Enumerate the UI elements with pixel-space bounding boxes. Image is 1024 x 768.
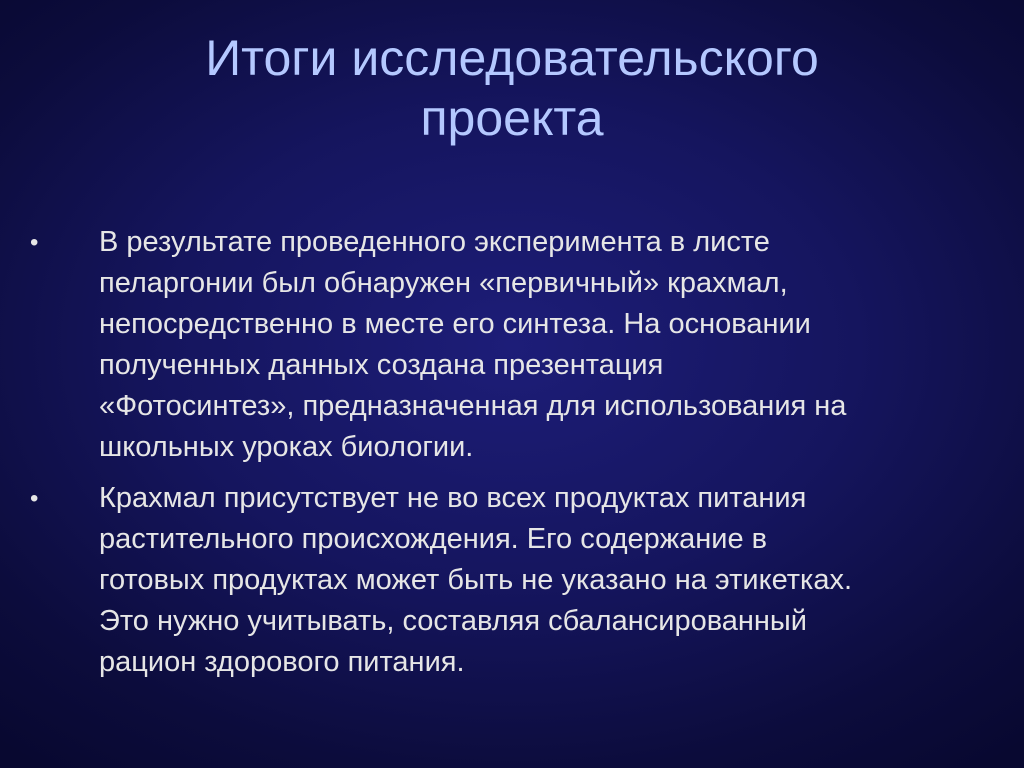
bullet-text: В результате проведенного эксперимента в листе пеларгонии был обнаружен «первичный» крахмал, непосредственно в месте его синтеза. На основании полученных данных создана презентация «Фотосинтез», предназначенная для использования на школьных уроках биологии. [99, 226, 847, 463]
slide-title [0, 28, 1024, 148]
bullet-dot-icon: • [30, 485, 39, 512]
slide-title-line-1: Итоги исследовательского [205, 30, 819, 86]
bullet-list [0, 222, 1024, 693]
bullet-item [0, 478, 1024, 683]
bullet-dot-icon: • [30, 229, 39, 256]
slide-title-line-2: проекта [420, 90, 604, 146]
bullet-text: Крахмал присутствует не во всех продуктах питания растительного происхождения. Его содержание в готовых продуктах может быть не указано на этикетках. Это нужно учитывать, составляя сбалансированный рацион здорового питания. [99, 482, 853, 678]
bullet-item [0, 222, 1024, 468]
